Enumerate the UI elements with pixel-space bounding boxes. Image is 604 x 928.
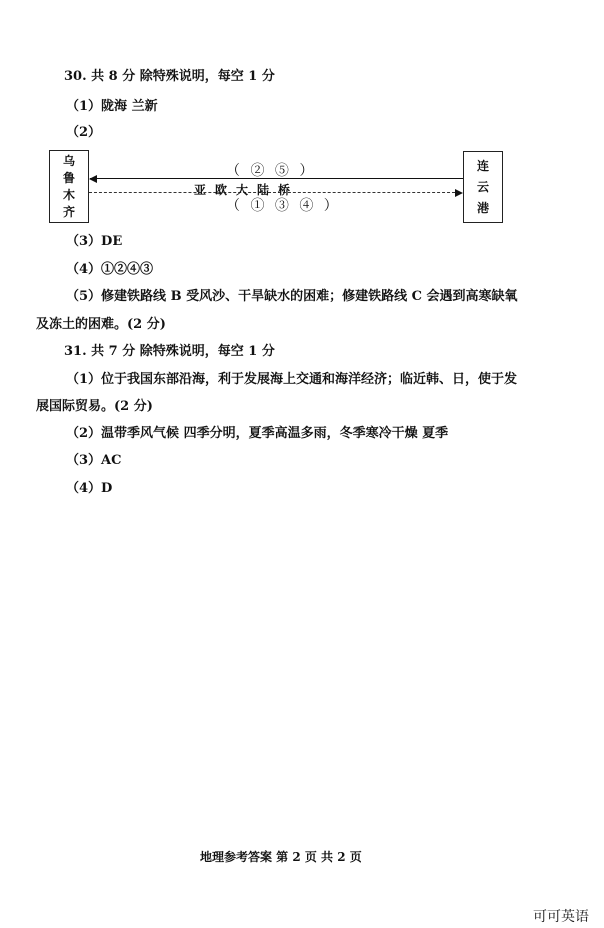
urumqi-char: 鲁 bbox=[62, 170, 75, 185]
bridge-label: 亚欧大陆桥 bbox=[194, 183, 300, 197]
q30-part4: （4）①②④③ bbox=[66, 262, 154, 277]
box-lianyungang bbox=[463, 151, 503, 223]
q30-part5-line2: 及冻土的困难。(2 分) bbox=[36, 317, 166, 332]
eastbound-label: （ ① ③ ④ ） bbox=[226, 198, 341, 214]
q30-part1: （1）陇海 兰新 bbox=[66, 99, 158, 114]
q30-part5-line1: （5）修建铁路线 B 受风沙、干旱缺水的困难；修建铁路线 C 会遇到高寒缺氧 bbox=[66, 289, 518, 304]
urumqi-char: 乌 bbox=[62, 153, 75, 168]
lianyungang-char: 云 bbox=[476, 179, 489, 194]
q30-part3: （3）DE bbox=[66, 234, 123, 249]
page-footer: 地理参考答案 第 2 页 共 2 页 bbox=[200, 850, 362, 864]
urumqi-char: 木 bbox=[62, 187, 75, 202]
lianyungang-char: 港 bbox=[476, 200, 489, 215]
urumqi-char: 齐 bbox=[62, 204, 75, 219]
arrow-right-icon bbox=[455, 189, 463, 197]
q31-part4: （4）D bbox=[66, 481, 113, 496]
q31-part2: （2）温带季风气候 四季分明，夏季高温多雨，冬季寒冷干燥 夏季 bbox=[66, 426, 449, 441]
box-urumqi bbox=[49, 150, 89, 223]
lianyungang-char: 连 bbox=[476, 158, 489, 173]
q31-part1-line1: （1）位于我国东部沿海，利于发展海上交通和海洋经济；临近韩、日，使于发 bbox=[66, 372, 518, 387]
q31-part1-line2: 展国际贸易。(2 分) bbox=[36, 399, 153, 414]
westbound-label: （ ② ⑤ ） bbox=[226, 163, 317, 179]
q30-part2: （2） bbox=[66, 125, 102, 140]
watermark: 可可英语 bbox=[533, 909, 589, 925]
q31-part3: （3）AC bbox=[66, 453, 122, 468]
arrow-left-icon bbox=[89, 175, 97, 183]
q30-header: 30. 共 8 分 除特殊说明，每空 1 分 bbox=[64, 69, 275, 84]
q31-header: 31. 共 7 分 除特殊说明，每空 1 分 bbox=[64, 344, 275, 359]
